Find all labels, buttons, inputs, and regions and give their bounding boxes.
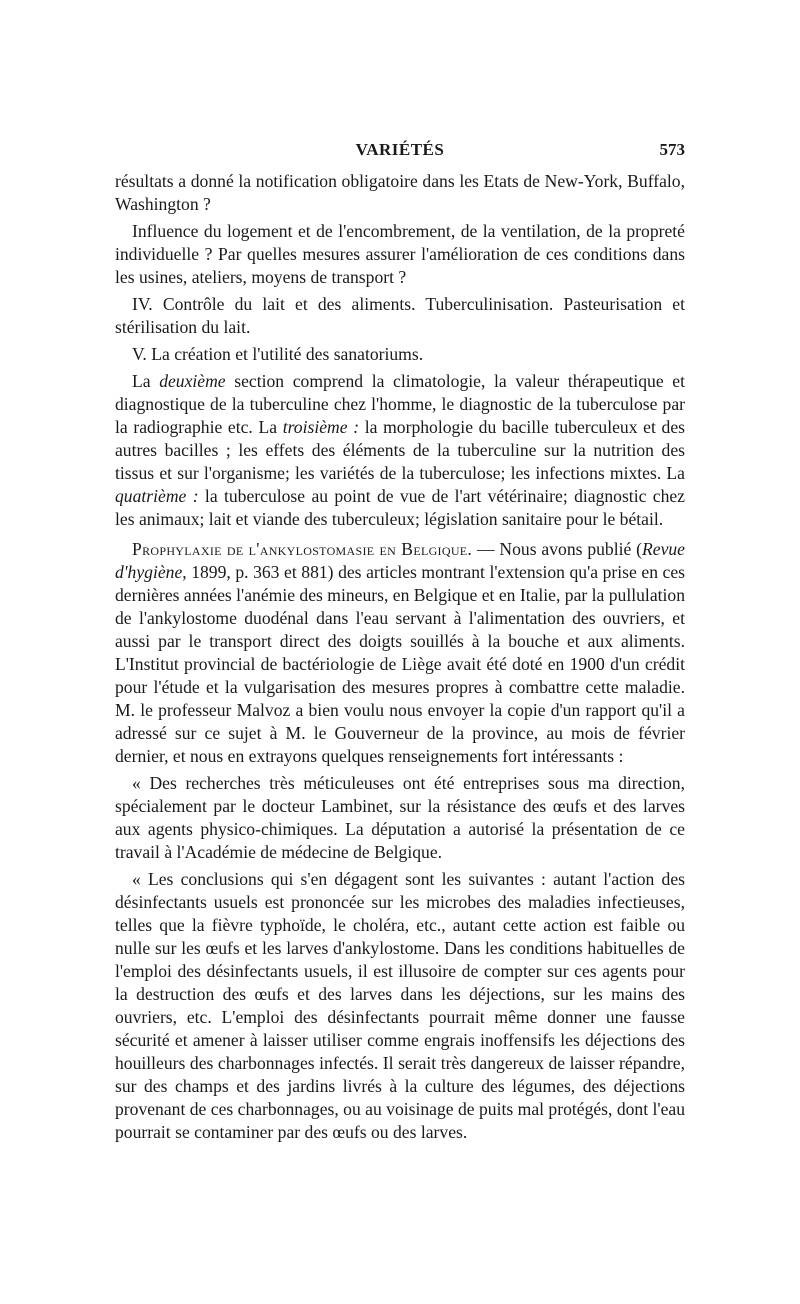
paragraph-conclusions-quote: « Les conclusions qui s'en dégagent sont les suivantes : autant l'action des désinfectants usuels est prononcée sur les microbes des maladies infectieuses, telles que la fièvre typhoïde, le choléra, etc., autant cette action est faible ou nulle sur les œufs et les larves d'ankylostome. Dans les conditions habituelles de l'emploi des désinfectants usuels, il est illusoire de compter sur ces agents pour la destruction des œufs et des larves dans les déjections, sur les mains des ouvriers, etc. L'emploi des désinfectants pourrait même donner une fausse sécurité et amener à laisser utiliser comme engrais inoffensifs les déjections des houilleurs des charbonnages infectés. Il serait très dangereux de laisser répandre, sur des champs et des jardins livrés à la culture des légumes, des déjections provenant de ces charbonnages, ou au voisinage de puits mal protégés, dont l'eau pourrait se contaminer par des œufs ou des larves. [115,869,685,1142]
page-number: 573 [659,140,685,159]
intro-text-1: — Nous avons publié ( [472,539,643,559]
running-title: VARIÉTÉS [355,140,445,159]
running-head [115,140,685,168]
sections-emphasis-deuxieme: deuxième [159,371,226,391]
paragraph-milk-control: IV. Contrôle du lait et des aliments. Tuberculinisation. Pasteurisation et stérilisation du lait. [115,294,685,337]
tuberculosis-congress-section [115,170,685,535]
paragraph-research-quote: « Des recherches très méticuleuses ont été entreprises sous ma direction, spécialement par le docteur Lambinet, sur la résistance des œufs et des larves aux agents physico-chimiques. La députation a autorisé la présentation de ce travail à l'Académie de médecine de Belgique. [115,773,685,862]
intro-text-2: , 1899, p. 363 et 881) des articles montrant l'extension qu'a prise en ces dernières années l'anémie des mineurs, en Belgique et en Italie, par la pullulation de l'ankylostome duodénal dans l'eau servant à l'alimentation des ouvriers, et aussi par le transport direct des doigts souillés à la bouche et aux aliments. L'Institut provincial de bactériologie de Liège avait été doté en 1900 d'un crédit pour l'étude et la vulgarisation des mesures propres à combattre cette maladie. M. le professeur Malvoz a bien voulu nous envoyer la copie d'un rapport qu'il a adressé sur ce sujet à M. le Gouverneur de la province, au mois de février dernier, et nous en extrayons quelques renseignements fort intéressants : [115,562,685,766]
paragraph-sections [115,370,685,531]
sections-text-2: section comprend la climatologie, la valeur thérapeutique et diagnostique de la tuberculine chez l'homme, le diagnostic de la tuberculose par la radiographie etc. La [115,371,685,437]
sections-text-1: La [132,371,160,391]
paragraph-housing: Influence du logement et de l'encombrement, de la ventilation, de la propreté individuelle ? Par quelles mesures assurer l'amélioration de ces conditions dans les usines, ateliers, moyens de transport ? [115,221,685,287]
paragraph-prophylaxis-intro [115,538,685,768]
sections-text-4: la tuberculose au point de vue de l'art vétérinaire; diagnostic chez les animaux; lait et viande des tuberculeux; législation sanitaire pour le bétail. [115,486,685,529]
journal-title: Revue d'hygiène [115,539,685,582]
ankylostomiasis-section [115,538,685,1148]
sections-emphasis-troisieme: troisième : [282,417,360,437]
sections-text-3: la morphologie du bacille tuberculeux et des autres bacilles ; les effets des éléments de la tuberculine sur la nutrition des tissus et sur l'organisme; les variétés de la tuberculose; les infections mixtes. La [115,417,685,483]
article-heading: Prophylaxie de l'ankylostomasie en Belgique. [132,539,473,559]
paragraph-notification: résultats a donné la notification obligatoire dans les Etats de New-York, Buffalo, Washington ? [115,171,685,214]
sections-emphasis-quatrieme: quatrième : [115,486,199,506]
paragraph-sanatoriums: V. La création et l'utilité des sanatoriums. [132,344,424,364]
